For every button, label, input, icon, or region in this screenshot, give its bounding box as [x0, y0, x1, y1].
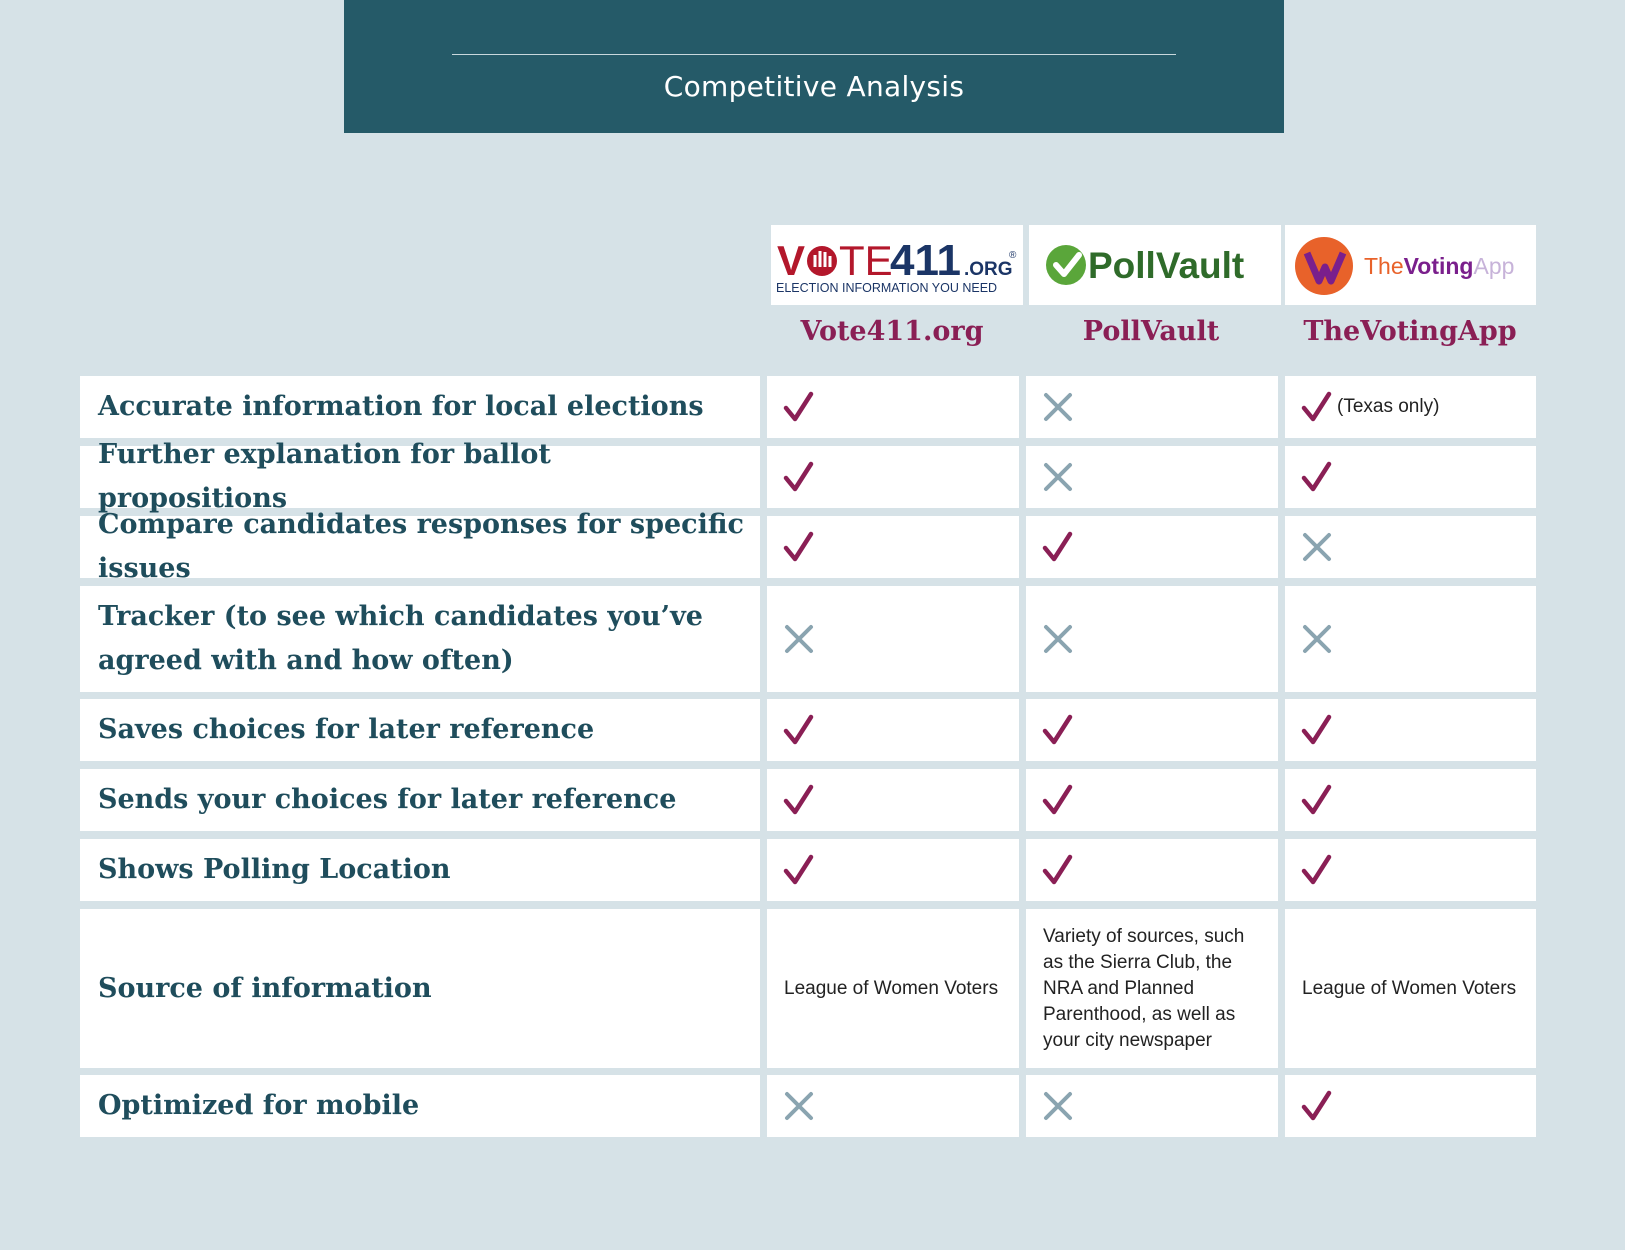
vote411-logo-411: 411: [890, 236, 961, 285]
value-cell-pollvault: [1026, 1075, 1278, 1137]
feature-cell: [80, 586, 760, 692]
check-icon: [1301, 854, 1333, 886]
vote411-logo-te: TE: [839, 237, 893, 284]
cross-icon: [783, 1090, 815, 1122]
check-icon: [1301, 784, 1333, 816]
value-cell-thevotingapp: [1285, 516, 1536, 578]
feature-label: Saves choices for later reference: [98, 714, 595, 745]
value-cell-thevotingapp: [1285, 839, 1536, 901]
thevotingapp-logo-voting: Voting: [1403, 253, 1474, 279]
source-text: League of Women Voters: [784, 977, 999, 999]
column-header-pollvault: PollVault: [1082, 316, 1220, 347]
value-cell-thevotingapp: [1285, 376, 1536, 438]
feature-cell: [80, 1075, 760, 1137]
vote411-hands-icon: [807, 246, 837, 276]
pollvault-check-icon: [1046, 245, 1086, 285]
feature-label: Optimized for mobile: [98, 1090, 420, 1121]
feature-label: Further explanation for ballot propositions: [98, 439, 551, 514]
value-cell-thevotingapp: [1285, 699, 1536, 761]
cross-icon: [1042, 391, 1074, 423]
check-icon: [1042, 854, 1074, 886]
feature-label: Sends your choices for later reference: [98, 784, 677, 815]
value-cell-pollvault: [1026, 516, 1278, 578]
cross-icon: [1042, 461, 1074, 493]
value-cell-vote411: [767, 909, 1019, 1068]
check-icon: [1042, 784, 1074, 816]
feature-cell: [80, 699, 760, 761]
cross-icon: [1301, 531, 1333, 563]
header-divider: [452, 54, 1176, 55]
thevotingapp-logo-graphic: [1285, 225, 1536, 305]
value-cell-pollvault: [1026, 839, 1278, 901]
thevotingapp-logo-the: The: [1364, 253, 1404, 279]
thevotingapp-logo: [1285, 225, 1536, 305]
value-cell-vote411: [767, 1075, 1019, 1137]
check-icon: [783, 854, 815, 886]
value-cell-thevotingapp: [1285, 909, 1536, 1068]
thevotingapp-logo-text: [1364, 253, 1514, 279]
feature-label: Source of information: [98, 972, 432, 1004]
column-header-vote411: Vote411.org: [800, 316, 984, 347]
value-cell-pollvault: [1026, 446, 1278, 508]
value-cell-pollvault: [1026, 586, 1278, 692]
feature-cell: [80, 376, 760, 438]
feature-cell: [80, 839, 760, 901]
check-icon: [1301, 1090, 1333, 1122]
pollvault-logo-graphic: [1029, 225, 1281, 305]
cross-icon: [1301, 623, 1333, 655]
check-icon: [783, 461, 815, 493]
check-icon: [1301, 391, 1333, 423]
vote411-logo-tagline: ELECTION INFORMATION YOU NEED: [776, 281, 998, 295]
thevotingapp-logo-app: App: [1473, 253, 1515, 279]
cell-note: (Texas only): [1337, 396, 1440, 417]
check-icon: [783, 531, 815, 563]
feature-cell: [80, 439, 760, 514]
source-text: Variety of sources, such as the Sierra Club, the NRA and Planned Parenthood, as well as your city newspaper: [1043, 925, 1245, 1051]
vote411-logo-v: V: [777, 237, 806, 284]
source-text: League of Women Voters: [1302, 977, 1517, 999]
pollvault-logo: [1029, 225, 1281, 305]
cross-icon: [1042, 623, 1074, 655]
value-cell-pollvault: [1026, 376, 1278, 438]
feature-cell: [80, 909, 760, 1068]
value-cell-vote411: [767, 516, 1019, 578]
feature-label: Accurate information for local elections: [98, 391, 704, 422]
cross-icon: [1042, 1090, 1074, 1122]
value-cell-vote411: [767, 446, 1019, 508]
value-cell-vote411: [767, 769, 1019, 831]
value-cell-pollvault: [1026, 909, 1278, 1068]
vote411-logo: [771, 225, 1023, 305]
value-cell-thevotingapp: [1285, 446, 1536, 508]
feature-label: Compare candidates responses for specific issues: [98, 509, 744, 584]
value-cell-vote411: [767, 839, 1019, 901]
feature-cell: [80, 509, 760, 584]
vote411-logo-registered: ®: [1009, 250, 1017, 261]
check-icon: [1042, 531, 1074, 563]
feature-label: Tracker (to see which candidates you’ve agreed with and how often): [98, 601, 703, 676]
vote411-logo-graphic: [771, 225, 1023, 305]
value-cell-thevotingapp: [1285, 586, 1536, 692]
check-icon: [783, 391, 815, 423]
value-cell-pollvault: [1026, 699, 1278, 761]
check-icon: [1301, 714, 1333, 746]
value-cell-vote411: [767, 586, 1019, 692]
cross-icon: [783, 623, 815, 655]
column-header-thevotingapp: TheVotingApp: [1303, 316, 1517, 347]
check-icon: [783, 784, 815, 816]
feature-cell: [80, 769, 760, 831]
header-banner: [344, 0, 1284, 133]
value-cell-pollvault: [1026, 769, 1278, 831]
vote411-logo-suffix: .ORG: [964, 259, 1013, 280]
feature-label: Shows Polling Location: [98, 854, 451, 885]
value-cell-vote411: [767, 699, 1019, 761]
check-icon: [783, 714, 815, 746]
page-title: Competitive Analysis: [663, 70, 965, 103]
pollvault-logo-text: PollVault: [1088, 245, 1245, 286]
value-cell-thevotingapp: [1285, 769, 1536, 831]
value-cell-thevotingapp: [1285, 1075, 1536, 1137]
value-cell-vote411: [767, 376, 1019, 438]
check-icon: [1301, 461, 1333, 493]
check-icon: [1042, 714, 1074, 746]
